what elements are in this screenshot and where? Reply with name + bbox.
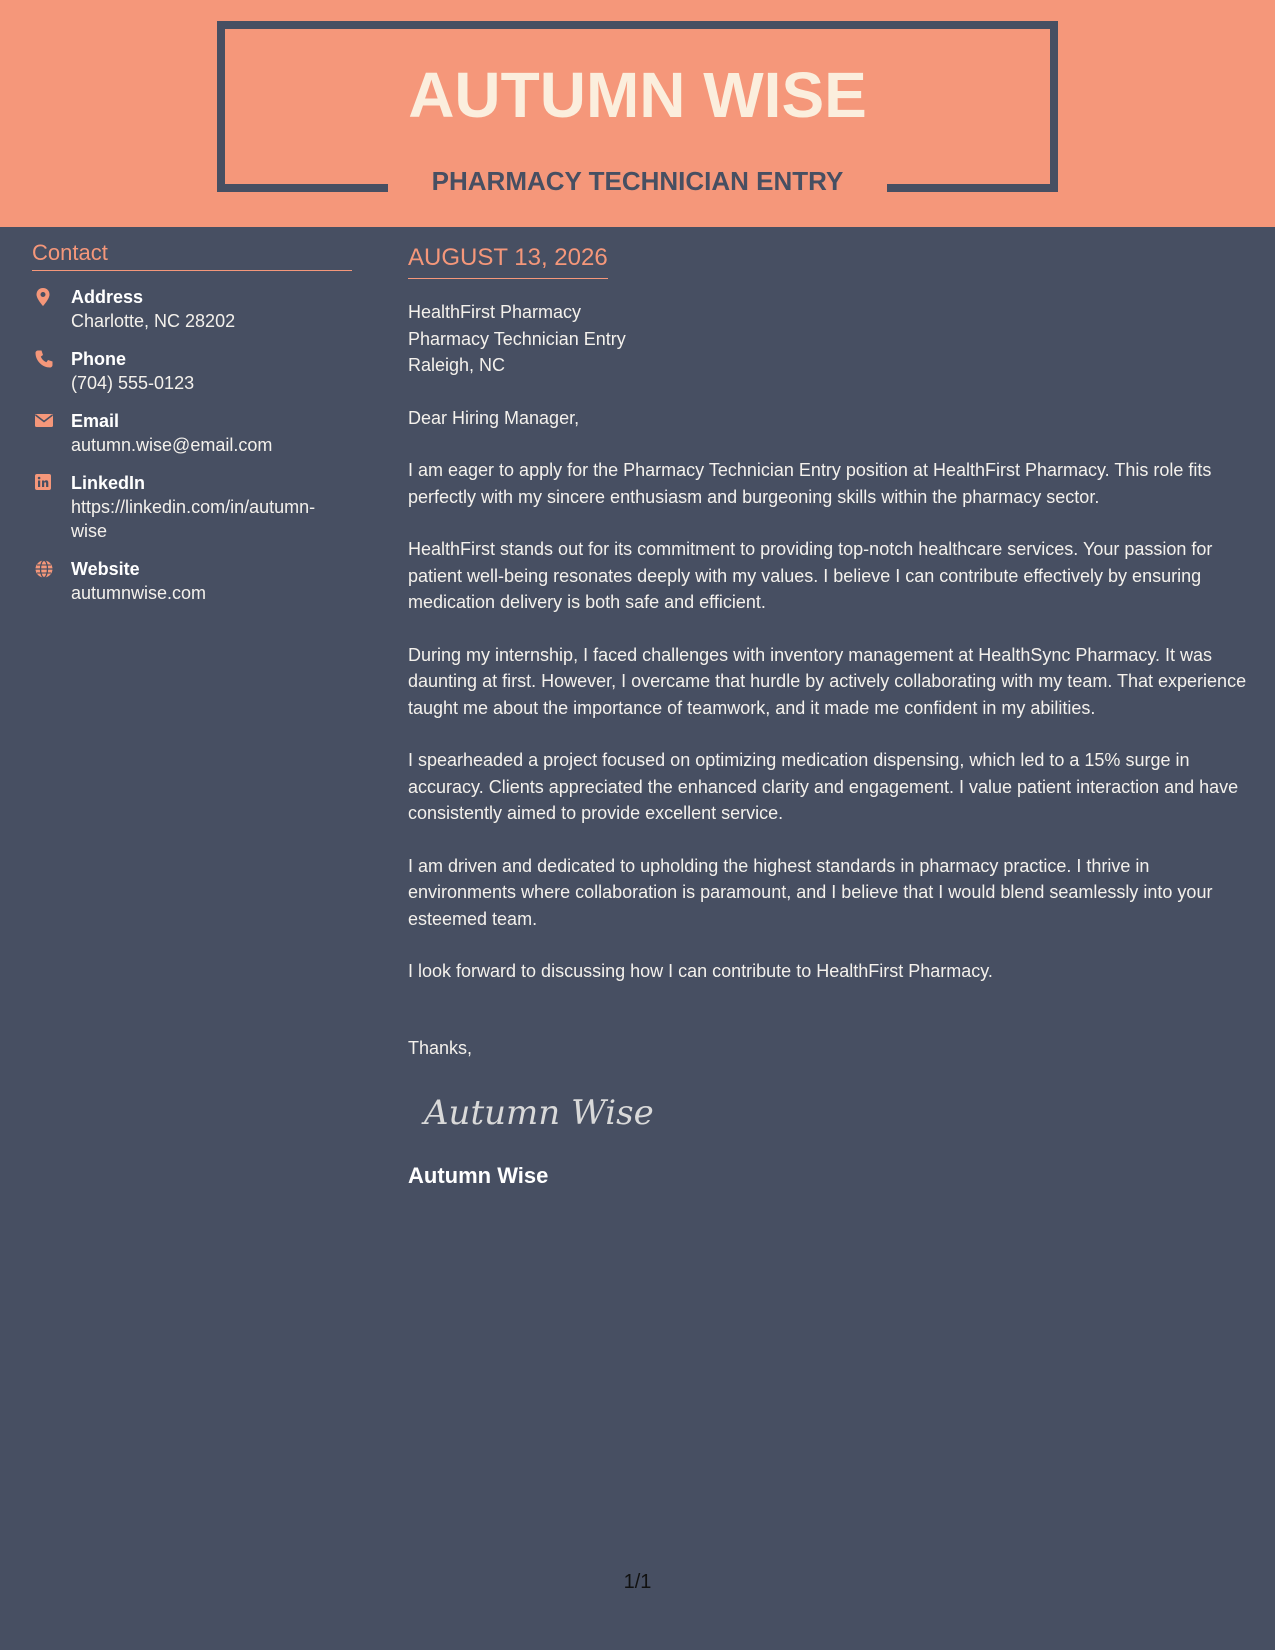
signature-image: Autumn Wise (424, 1092, 654, 1133)
contact-value: Charlotte, NC 28202 (71, 311, 236, 331)
contact-value: autumn.wise@email.com (71, 435, 273, 455)
greeting: Dear Hiring Manager, (408, 407, 580, 428)
contact-label: Address (71, 287, 144, 307)
recipient-position: Pharmacy Technician Entry (408, 328, 626, 349)
envelope-icon (34, 411, 54, 431)
contact-item-address (32, 285, 352, 333)
contact-label: Website (71, 559, 140, 579)
contact-heading: Contact (32, 240, 352, 271)
linkedin-icon (34, 473, 54, 493)
paragraph: During my internship, I faced challenges with inventory management at HealthSync Pharmacy. It was daunting at first. However, I overcame that hurdle by actively collaborating with my team. That experience taught me about the importance of teamwork, and it made me confident in my abilities. (408, 644, 1247, 718)
paragraph: I look forward to discussing how I can contribute to HealthFirst Pharmacy. (408, 961, 993, 981)
globe-icon (34, 559, 54, 579)
contact-item-email (32, 409, 352, 457)
contact-item-linkedin (32, 471, 352, 543)
signer-name: Autumn Wise (408, 1162, 549, 1188)
contact-label: Phone (71, 349, 127, 369)
paragraph: I am driven and dedicated to upholding the highest standards in pharmacy practice. I thrive in environments where collaboration is paramount, and I believe that I would blend seamlessly into your esteemed team. (408, 855, 1213, 929)
recipient-location: Raleigh, NC (408, 355, 506, 375)
letter-body (408, 244, 1253, 1189)
recipient-block (408, 299, 1253, 379)
closing: Thanks, (408, 1037, 473, 1058)
contact-item-phone (32, 347, 352, 395)
paragraph: I spearheaded a project focused on optimizing medication dispensing, which led to a 15% surge in accuracy. Clients appreciated the enhanced clarity and engagement. I value patient interaction and have consistently aimed to provide excellent service. (408, 750, 1239, 823)
applicant-name: AUTUMN WISE (408, 59, 867, 131)
recipient-company: HealthFirst Pharmacy (408, 302, 582, 322)
header-banner (0, 0, 1275, 227)
website-link[interactable]: autumnwise.com (71, 583, 207, 603)
letter-date: AUGUST 13, 2026 (408, 244, 608, 279)
contact-sidebar (32, 240, 352, 605)
page-number: 1/1 (623, 1571, 652, 1593)
map-pin-icon (34, 287, 54, 307)
contact-label: Email (71, 411, 120, 431)
linkedin-link[interactable]: https://linkedin.com/in/autumn-wise (71, 497, 316, 541)
paragraph: I am eager to apply for the Pharmacy Technician Entry position at HealthFirst Pharmacy. This role fits perfectly with my sincere enthusiasm and burgeoning skills within the pharmacy sector. (408, 460, 1212, 507)
contact-item-website (32, 557, 352, 605)
contact-label: LinkedIn (71, 473, 146, 493)
phone-icon (34, 349, 54, 369)
contact-value: (704) 555-0123 (71, 373, 195, 393)
job-title: PHARMACY TECHNICIAN ENTRY (431, 166, 844, 196)
paragraph: HealthFirst stands out for its commitment to providing top-notch healthcare services. Your passion for patient well-being resonates deeply with my values. I believe I can contribute effectively by ensuring medication delivery is both safe and efficient. (408, 539, 1213, 612)
